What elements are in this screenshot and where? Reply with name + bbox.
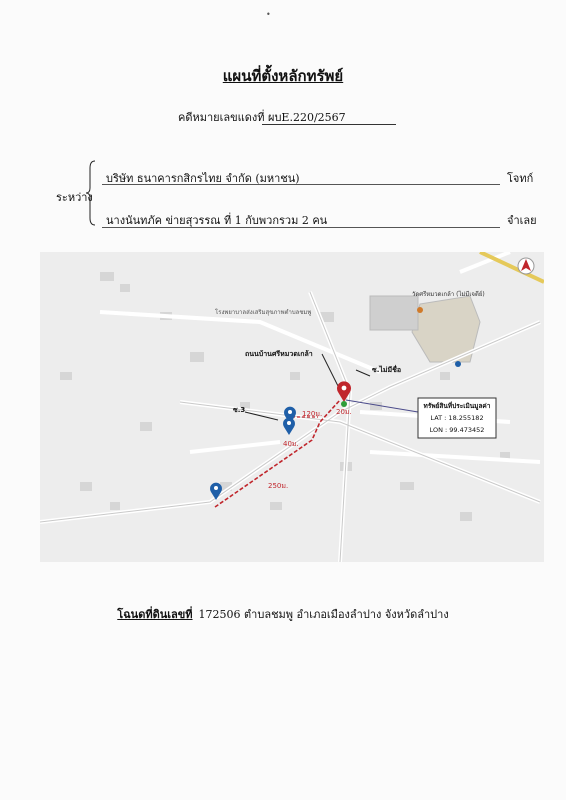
case-number-value: ผบE.220/2567: [268, 111, 346, 124]
deed-label: โฉนดที่ดินเลขที่: [117, 608, 193, 621]
page-title: แผนที่ตั้งหลักทรัพย์: [222, 67, 344, 85]
soi3-label: ซ.3: [233, 406, 246, 414]
info-lat: LAT : 18.255182: [430, 414, 484, 422]
info-title: ทรัพย์สินที่ประเมินมูลค่า: [423, 402, 491, 410]
info-lon: LON : 99.473452: [429, 426, 485, 434]
distance-40-label: 40ม.: [283, 440, 299, 448]
temple-label: วัดศรีหมวดเกล้า (ไม่มีเจดีย์): [412, 291, 485, 298]
plaintiff-role: โจทก์: [507, 172, 534, 185]
distance-250-label: 250ม.: [268, 482, 289, 490]
temple-building: [370, 296, 418, 330]
street-label: ถนนบ้านศรีหมวดเกล้า: [245, 350, 313, 358]
distance-120-label: 120ม.: [302, 410, 323, 418]
coordinate-info-box: [418, 398, 496, 438]
deed-line: [0, 605, 566, 623]
between-label: ระหว่าง: [56, 191, 93, 204]
defendant-underline: [102, 227, 500, 228]
north-arrow-icon: [518, 258, 534, 274]
brace-icon: [86, 160, 96, 226]
scan-mark: •: [266, 10, 271, 19]
school-label: โรงพยาบาลส่งเสริมสุขภาพตำบลชมพู: [215, 309, 312, 316]
defendant-name: นางนันทภัค ข่ายสุวรรณ ที่ 1 กับพวกรวม 2 คน: [106, 214, 328, 227]
plaintiff-underline: [102, 184, 500, 185]
place-marker-icon: [455, 361, 461, 367]
deed-text: 172506 ตำบลชมพู อำเภอเมืองลำปาง จังหวัดลำปาง: [198, 608, 449, 621]
location-map: [40, 252, 544, 562]
temple-marker-icon: [417, 307, 423, 313]
distance-20-label: 20ม.: [336, 408, 352, 416]
case-number-underline: [262, 124, 396, 125]
defendant-role: จำเลย: [507, 214, 537, 227]
plaintiff-name: บริษัท ธนาคารกสิกรไทย จำกัด (มหาชน): [106, 172, 300, 185]
case-number-label: คดีหมายเลขแดงที่: [178, 111, 265, 124]
soi-nomi-label: ซ.ไม่มีชื่อ: [372, 366, 402, 374]
